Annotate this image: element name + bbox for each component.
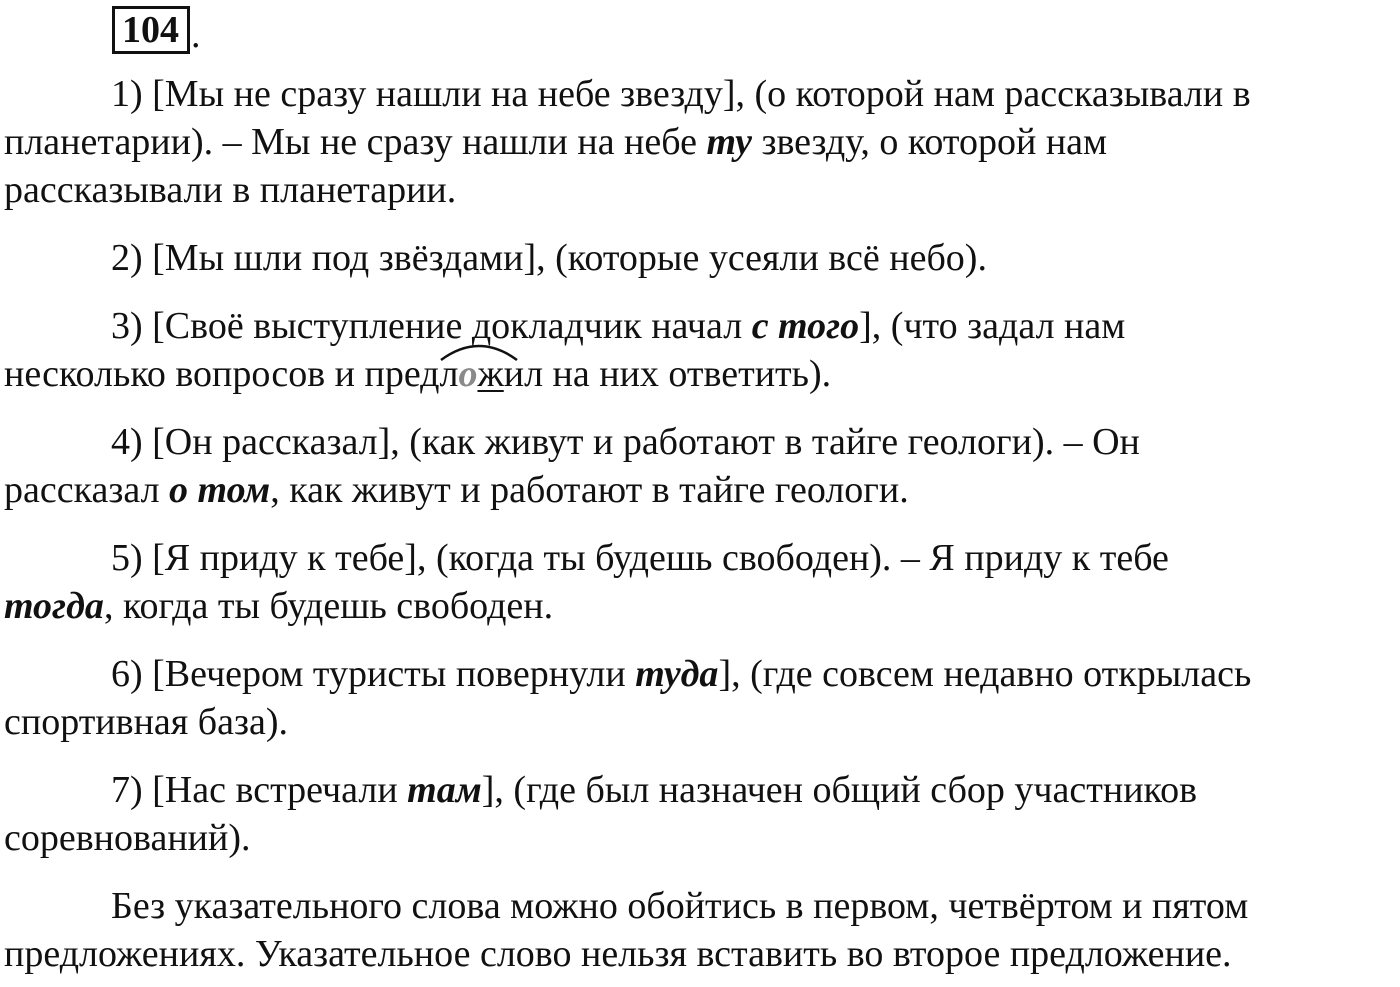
text-line	[4, 650, 1398, 698]
answer-item	[4, 70, 1398, 214]
text-run: ], (что задал нам	[859, 305, 1126, 347]
answer-item	[4, 418, 1398, 514]
demonstrative-word: с того	[751, 305, 860, 347]
text-run: соревнований).	[4, 817, 251, 859]
text-run: 4) [Он рассказал], (как живут и работают в тайге геологи). – Он	[111, 421, 1140, 463]
task-number-box: 104	[112, 6, 190, 54]
alternating-vowel: о	[458, 353, 478, 395]
text-run: предложениях. Указательное слово нельзя вставить во второе предложение.	[4, 933, 1232, 975]
text-line	[4, 930, 1398, 978]
text-run: рассказывали в планетарии.	[4, 169, 457, 211]
demonstrative-word: тогда	[4, 585, 104, 627]
text-run: 3) [Своё выступление докладчик начал	[111, 305, 752, 347]
text-line	[4, 814, 1398, 862]
text-line	[4, 418, 1398, 466]
text-run: рассказал	[4, 469, 170, 511]
text-run: 2) [Мы шли под звёздами], (которые усеяли всё небо).	[111, 237, 987, 279]
demonstrative-word: туда	[635, 653, 719, 695]
text-run: ], (где был назначен общий сбор участников	[481, 769, 1198, 811]
text-run: 5) [Я приду к тебе], (когда ты будешь свободен). – Я приду к тебе	[111, 537, 1169, 579]
task-number-dot: .	[191, 14, 201, 56]
task-header	[112, 4, 1398, 54]
text-run: , когда ты будешь свободен.	[103, 585, 554, 627]
answer-list	[4, 70, 1398, 978]
text-run: ил на них ответить).	[503, 353, 832, 395]
document-page	[4, 4, 1398, 978]
text-line	[4, 70, 1398, 118]
text-line	[4, 882, 1398, 930]
word-root-mark	[440, 350, 504, 398]
conclusion-paragraph	[4, 882, 1398, 978]
text-run: 7) [Нас встречали	[111, 769, 408, 811]
underlined-consonant: ж	[477, 353, 504, 395]
text-line	[4, 350, 1398, 398]
answer-item	[4, 766, 1398, 862]
answer-item	[4, 650, 1398, 746]
text-line	[4, 466, 1398, 514]
text-line	[4, 234, 1398, 282]
text-run: Без указательного слова можно обойтись в первом, четвёртом и пятом	[111, 885, 1249, 927]
demonstrative-word: там	[407, 769, 482, 811]
text-line	[4, 766, 1398, 814]
demonstrative-word: о том	[169, 469, 271, 511]
text-run: 1) [Мы не сразу нашли на небе звезду], (о которой нам рассказывали в	[111, 73, 1251, 115]
text-run: спортивная база).	[4, 701, 288, 743]
text-run: планетарии). – Мы не сразу нашли на небе	[4, 121, 707, 163]
text-line	[4, 582, 1398, 630]
demonstrative-word: ту	[706, 121, 752, 163]
text-line	[4, 534, 1398, 582]
text-line	[4, 166, 1398, 214]
text-run: 6) [Вечером туристы повернули	[111, 653, 636, 695]
text-line	[4, 302, 1398, 350]
text-run: звезду, о которой нам	[751, 121, 1108, 163]
answer-item	[4, 534, 1398, 630]
text-run: несколько вопросов и пред	[4, 353, 440, 395]
text-run: , как живут и работают в тайге геологи.	[270, 469, 909, 511]
answer-item	[4, 302, 1398, 398]
root-letter: л	[439, 353, 459, 395]
text-line	[4, 118, 1398, 166]
text-line	[4, 698, 1398, 746]
text-run: ], (где совсем недавно открылась	[718, 653, 1252, 695]
answer-item	[4, 234, 1398, 282]
